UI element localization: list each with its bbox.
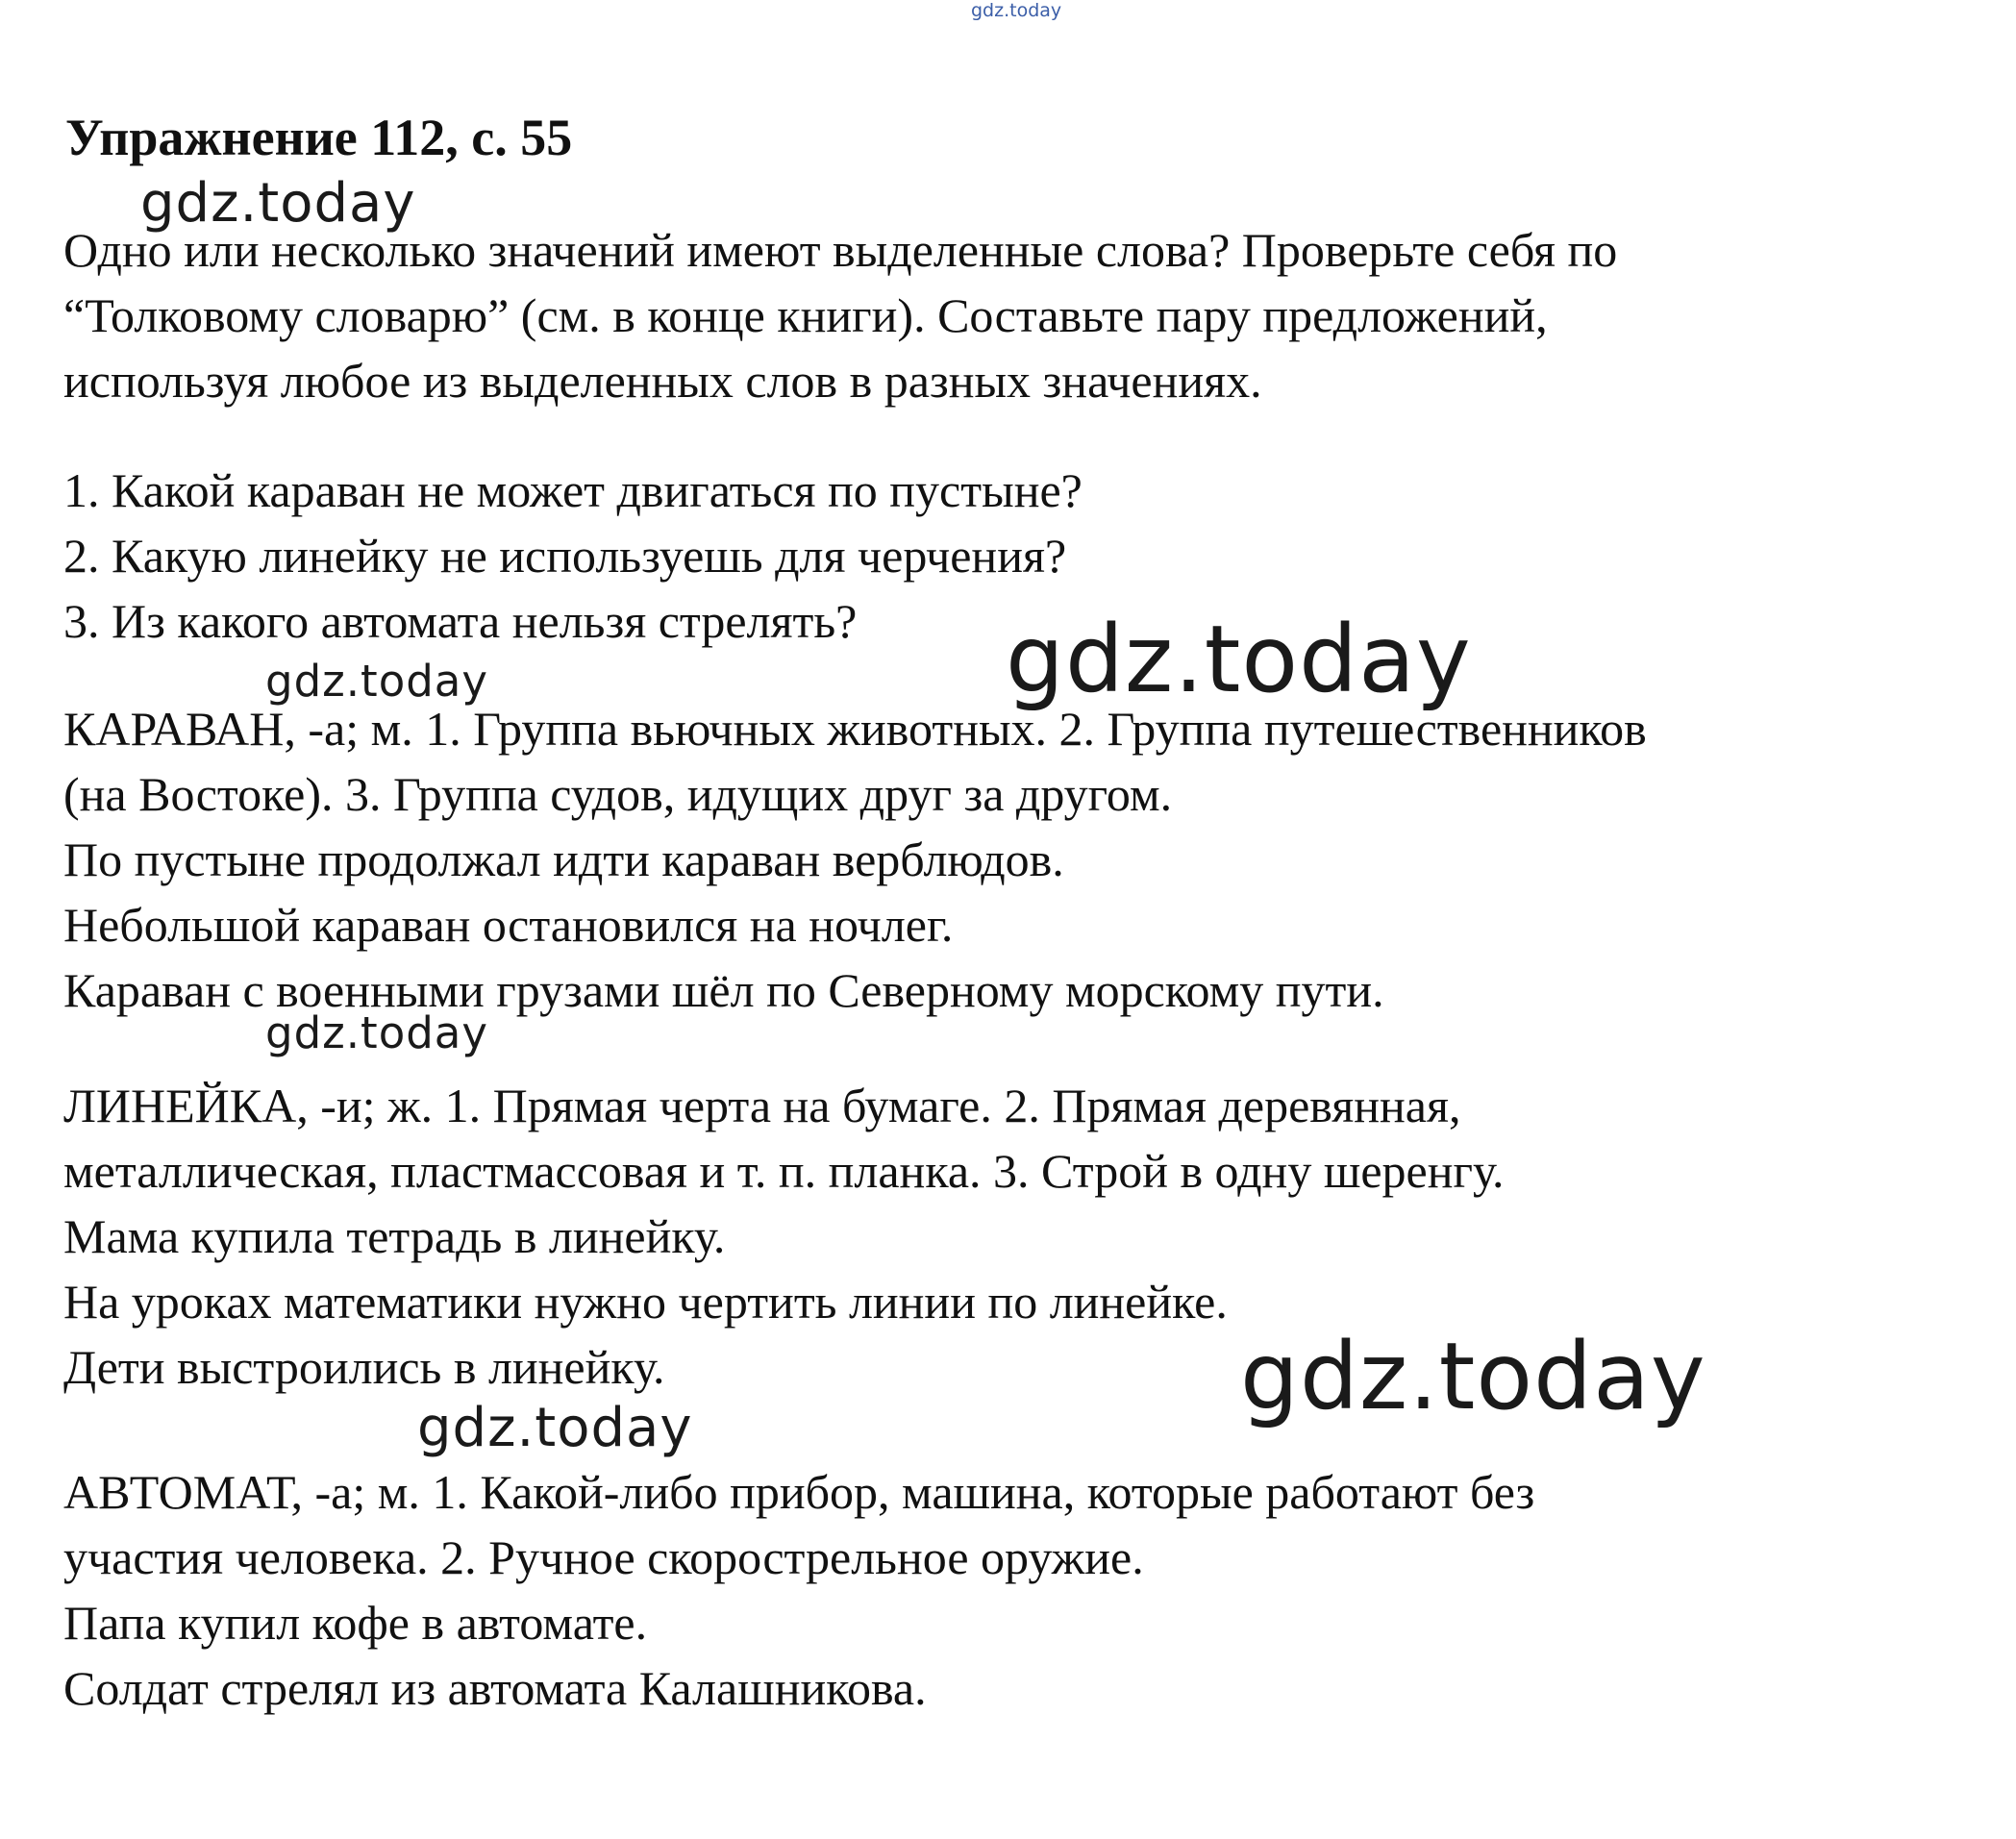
example-line: Караван с военными грузами шёл по Северному морскому пути. — [63, 963, 1384, 1017]
definition-line: (на Востоке). 3. Группа судов, идущих друг за другом. — [63, 767, 1173, 821]
task-line: используя любое из выделенных слов в разных значениях. — [63, 354, 1262, 408]
example-line: По пустыне продолжал идти караван верблюдов. — [63, 833, 1064, 886]
example-line: Дети выстроились в линейку. — [63, 1340, 665, 1394]
example-line: Небольшой караван остановился на ночлег. — [63, 898, 954, 952]
watermark: gdz.today — [265, 1007, 489, 1058]
definition-line: ЛИНЕЙКА, -и; ж. 1. Прямая черта на бумаге. 2. Прямая деревянная, — [63, 1079, 1461, 1132]
watermark: gdz.today — [1006, 606, 1472, 713]
example-line: Мама купила тетрадь в линейку. — [63, 1209, 726, 1263]
task-line: Одно или несколько значений имеют выделенные слова? Проверьте себя по — [63, 223, 1618, 277]
watermark: gdz.today — [1240, 1323, 1706, 1430]
question-line: 2. Какую линейку не используешь для черчения? — [63, 529, 1067, 583]
definition-line: АВТОМАТ, -а; м. 1. Какой-либо прибор, машина, которые работают без — [63, 1465, 1535, 1519]
task-line: “Толковому словарю” (см. в конце книги). Составьте пару предложений, — [63, 288, 1548, 342]
question-line: 3. Из какого автомата нельзя стрелять? — [63, 594, 858, 648]
definition-line: участия человека. 2. Ручное скорострельное оружие. — [63, 1530, 1144, 1584]
watermark: gdz.today — [265, 656, 489, 707]
watermark-top: gdz.today — [971, 0, 1062, 21]
page-title: Упражнение 112, с. 55 — [65, 109, 573, 166]
definition-line: металлическая, пластмассовая и т. п. планка. 3. Строй в одну шеренгу. — [63, 1144, 1505, 1198]
question-line: 1. Какой караван не может двигаться по пустыне? — [63, 463, 1083, 517]
watermark: gdz.today — [417, 1397, 693, 1459]
example-line: На уроках математики нужно чертить линии по линейке. — [63, 1275, 1228, 1329]
watermark: gdz.today — [140, 172, 416, 235]
definition-line: КАРАВАН, -а; м. 1. Группа вьючных животных. 2. Группа путешественников — [63, 702, 1647, 756]
example-line: Папа купил кофе в автомате. — [63, 1596, 648, 1650]
example-line: Солдат стрелял из автомата Калашникова. — [63, 1661, 927, 1715]
